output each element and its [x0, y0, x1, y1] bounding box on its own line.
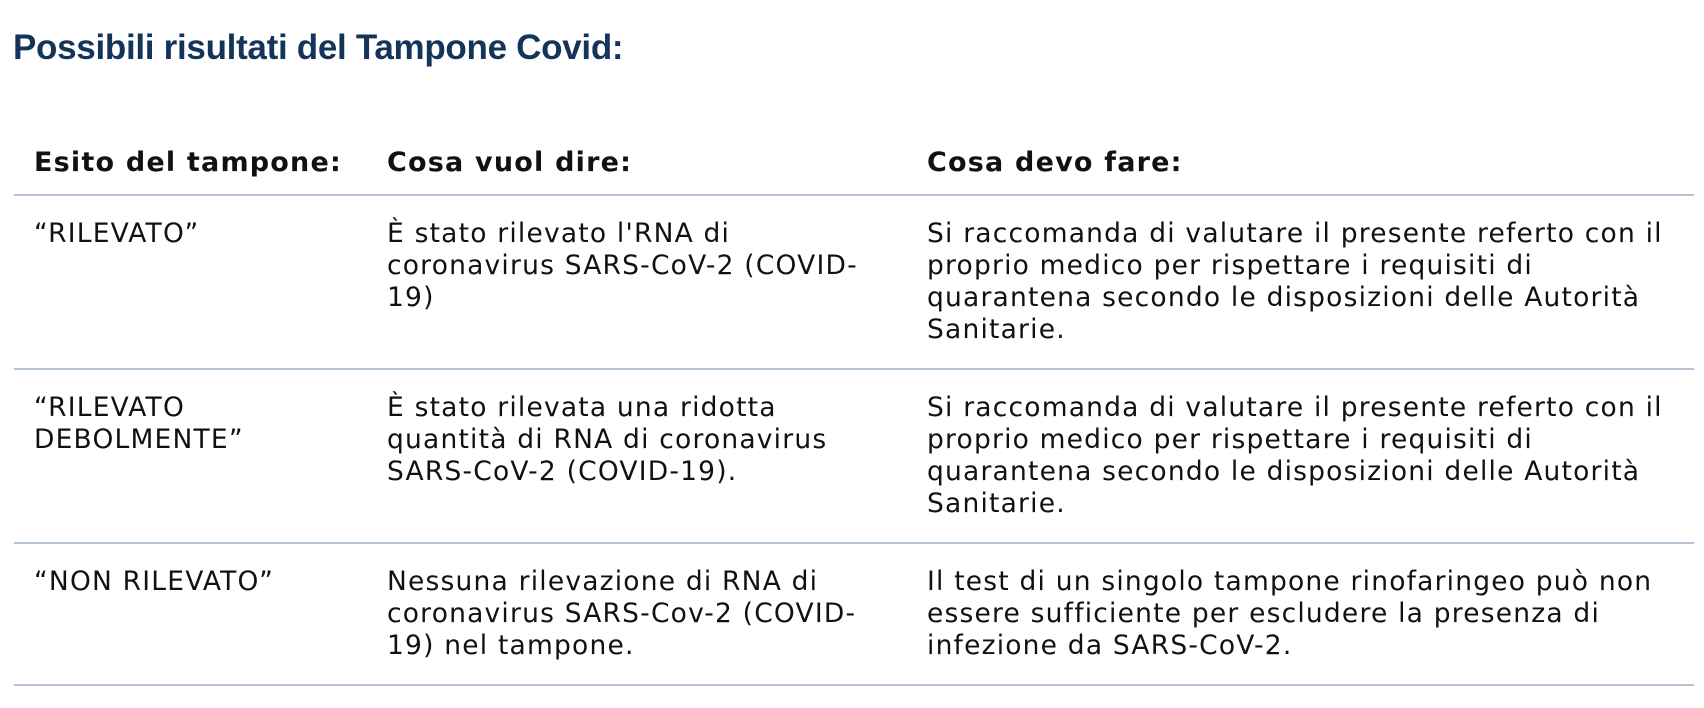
cell-significato: Nessuna rilevazione di RNA di coronavirus SARS-Cov-2 (COVID-19) nel tampone. [367, 543, 907, 685]
cell-esito: “RILEVATO” [14, 195, 367, 369]
cell-azione: Si raccomanda di valutare il presente referto con il proprio medico per rispettare i requisiti di quarantena secondo le disposizioni delle Autorità Sanitarie. [907, 195, 1694, 369]
cell-significato: È stato rilevato l'RNA di coronavirus SARS-CoV-2 (COVID-19) [367, 195, 907, 369]
header-significato: Cosa vuol dire: [367, 130, 907, 195]
header-esito: Esito del tampone: [14, 130, 367, 195]
table-row [14, 369, 1694, 543]
cell-azione: Si raccomanda di valutare il presente referto con il proprio medico per rispettare i requisiti di quarantena secondo le disposizioni delle Autorità Sanitarie. [907, 369, 1694, 543]
table-header [14, 130, 1694, 195]
results-table [14, 130, 1694, 686]
cell-esito: “NON RILEVATO” [14, 543, 367, 685]
header-row [14, 130, 1694, 195]
cell-significato: È stato rilevata una ridotta quantità di RNA di coronavirus SARS-CoV-2 (COVID-19). [367, 369, 907, 543]
table-row [14, 195, 1694, 369]
header-azione: Cosa devo fare: [907, 130, 1694, 195]
page-title: Possibili risultati del Tampone Covid: [13, 28, 624, 67]
table-row [14, 543, 1694, 685]
cell-azione: Il test di un singolo tampone rinofaringeo può non essere sufficiente per escludere la presenza di infezione da SARS-CoV-2. [907, 543, 1694, 685]
cell-esito: “RILEVATO DEBOLMENTE” [14, 369, 367, 543]
table-body [14, 195, 1694, 685]
